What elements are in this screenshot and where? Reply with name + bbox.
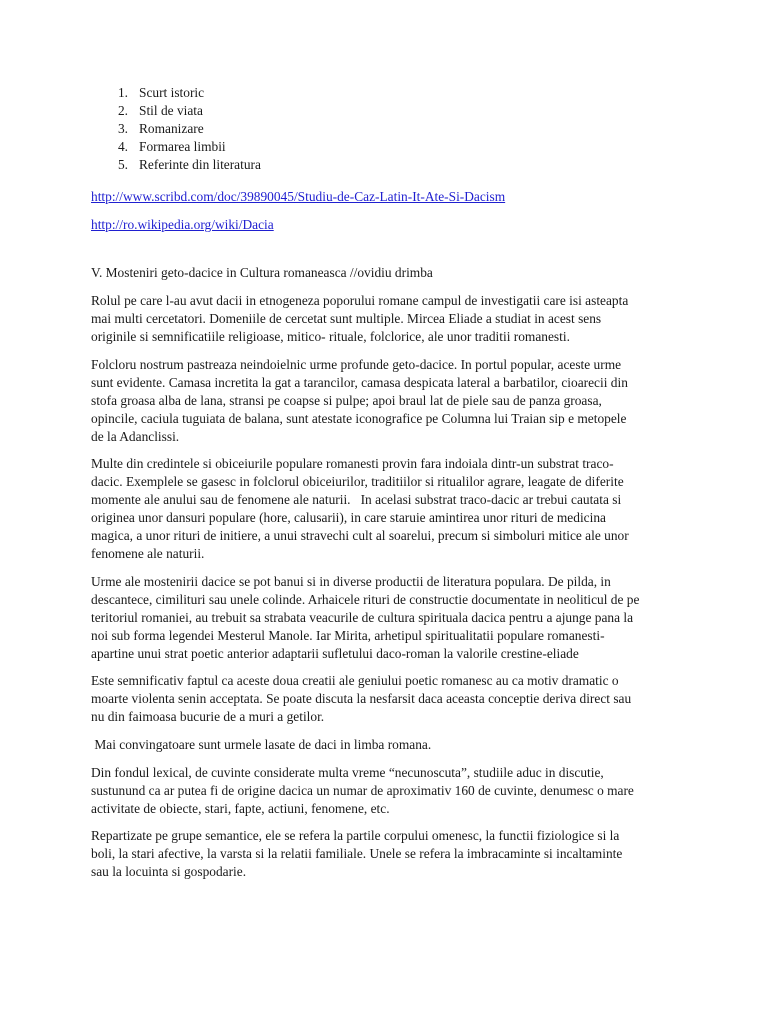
paragraph-line: Repartizate pe grupe semantice, ele se refera la partile corpului omenesc, la functii fiziologice si la — [91, 828, 620, 844]
paragraph-line: apartine unui strat poetic anterior adaptarii sufletului daco-roman la valorile crestine-eliade — [91, 645, 579, 661]
paragraph-line: moarte violenta senin acceptata. Se poate discuta la nesfarsit daca aceasta conceptie deriva direct sau — [91, 691, 632, 707]
paragraph — [91, 573, 691, 663]
paragraph-line: sau la locuinta si gospodarie. — [91, 864, 247, 880]
paragraph-line: mai multi cercetatori. Domeniile de cercetat sunt multiple. Mircea Eliade a studiat in acest sens — [91, 311, 602, 326]
toc-item — [91, 84, 691, 102]
paragraph-line: de la Adanclissi. — [91, 428, 180, 444]
toc-item — [91, 120, 691, 138]
toc-item — [91, 156, 691, 174]
toc-item-label: Romanizare — [139, 121, 204, 136]
toc-item-label: Formarea limbii — [139, 139, 226, 154]
toc-item-number: 2. — [117, 103, 128, 118]
paragraph-line: opincile, caciula tuguiata de balana, sunt atestate iconografice pe Columna lui Traian sip e metopele — [91, 410, 627, 426]
paragraph — [91, 764, 691, 818]
paragraph — [91, 672, 691, 726]
paragraph-line: nu din faimoasa bucurie de a muri a getilor. — [91, 709, 325, 725]
section-heading: V. Mosteniri geto-dacice in Cultura romaneasca //ovidiu drimba — [91, 265, 433, 280]
paragraph-line: sustunund ca ar putea fi de origine dacica un numar de aproximativ 160 de cuvinte, denumesc o mare — [91, 782, 634, 798]
toc-item — [91, 138, 691, 156]
paragraph-line: Urme ale mostenirii dacice se pot banui si in diverse productii de literatura populara. De pilda, in — [91, 573, 611, 589]
paragraph-line: Este semnificativ faptul ca aceste doua creatii ale geniului poetic romanesc au ca motiv dramatic o — [91, 673, 619, 689]
paragraph-line: Mai convingatoare sunt urmele lasate de daci in limba romana. — [91, 736, 432, 752]
paragraph-line: sunt evidente. Camasa incretita la gat a tarancilor, camasa despicata lateral a barbatilor, cioarecii din — [91, 374, 628, 390]
toc-item-number: 5. — [117, 157, 128, 172]
paragraph — [91, 736, 691, 754]
paragraph-line: dacic. Exemplele se gasesc in folclorul obiceiurilor, traditiilor si ritualilor agrare, leagate de diferite — [91, 474, 624, 490]
scribd-link[interactable]: http://www.scribd.com/doc/39890045/Studiu-de-Caz-Latin-It-Ate-Si-Dacism — [91, 189, 506, 204]
toc-item-number: 3. — [117, 121, 128, 136]
toc-item-label: Scurt istoric — [139, 85, 205, 100]
paragraph-line: teritoriul romaniei, au trebuit sa strabata veacurile de cultura spirituala dacica pentru a ajunge pana la — [91, 609, 634, 625]
toc-item — [91, 102, 691, 120]
paragraph-line: magica, a unor rituri de initiere, a unui stravechi cult al soarelui, precum si simboluri mitice ale unor — [91, 528, 629, 544]
paragraph-line: momente ale anului sau de fenomene ale naturii. In acelasi substrat traco-dacic ar trebui cautata si — [91, 492, 622, 508]
paragraph-line: originile si semnificatiile religioase, mitico- rituale, folclorice, ale unor traditii romanesti. — [91, 329, 570, 344]
paragraph-line: originea unor dansuri populare (hore, calusarii), in care staruie amintirea unor rituri de medicina — [91, 510, 606, 526]
paragraph — [91, 455, 691, 563]
paragraph — [91, 356, 691, 446]
paragraph-line: boli, la stari afective, la varsta si la relatii familiale. Unele se refera la imbracaminte si incaltaminte — [91, 846, 623, 862]
toc-item-number: 4. — [117, 139, 128, 154]
paragraph — [91, 827, 691, 881]
paragraph-line: Multe din credintele si obiceiurile populare romanesti provin fara indoiala dintr-un substrat traco- — [91, 456, 614, 472]
paragraph-line: Rolul pe care l-au avut dacii in etnogeneza poporului romane campul de investigatii care isi asteapta — [91, 293, 629, 308]
paragraph-line: noi sub forma legendei Mesterul Manole. Iar Mirita, arhetipul spiritualitatii populare romanesti- — [91, 627, 605, 643]
wikipedia-link[interactable]: http://ro.wikipedia.org/wiki/Dacia — [91, 217, 274, 232]
paragraph-line: descantece, cimilituri sau unele colinde. Arhaicele rituri de constructie documentate in neoliticul de pe — [91, 591, 640, 607]
paragraph-line: stofa groasa alba de lana, stransi pe coapse si pulpe; apoi braul lat de piele sau de panza groasa, — [91, 392, 602, 408]
paragraph-line: activitate de obiecte, stari, fapte, actiuni, fenomene, etc. — [91, 800, 390, 816]
paragraph-line: fenomene ale naturii. — [91, 546, 205, 562]
toc-item-label: Referinte din literatura — [139, 157, 261, 172]
paragraph-line: Din fondul lexical, de cuvinte considerate multa vreme “necunoscuta”, studiile aduc in discutie, — [91, 764, 604, 780]
paragraph — [91, 292, 691, 346]
table-of-contents — [91, 84, 691, 174]
body-text — [91, 292, 691, 881]
toc-item-number: 1. — [117, 85, 128, 100]
document-page — [91, 84, 691, 891]
paragraph-line: Folcloru nostrum pastreaza neindoielnic urme profunde geto-dacice. In portul popular, aceste urme — [91, 356, 622, 372]
toc-item-label: Stil de viata — [139, 103, 203, 118]
